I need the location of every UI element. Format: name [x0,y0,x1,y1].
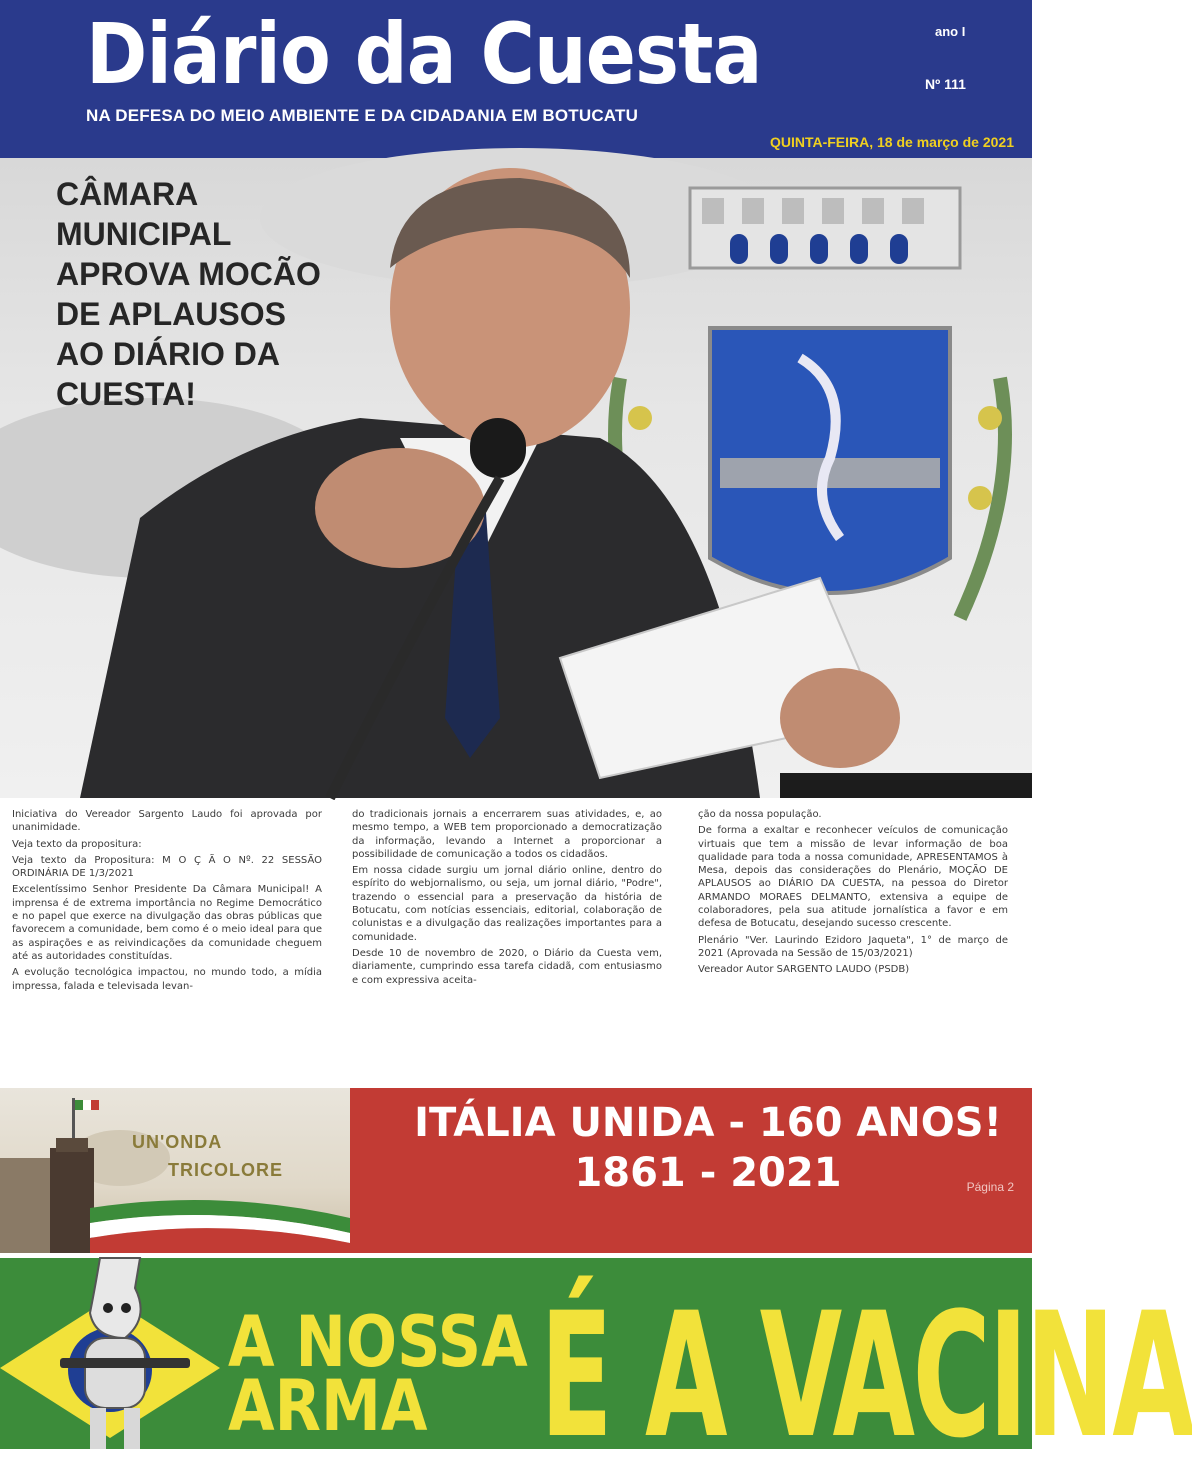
paragraph: A evolução tecnológica impactou, no mundo todo, a mídia impressa, falada e televisada levan- [12,967,322,992]
article-column-1 [12,808,322,996]
paragraph: Desde 10 de novembro de 2020, o Diário da Cuesta vem, diariamente, cumprindo essa tarefa cidadã, com entusiasmo e com expressiva aceita- [352,947,662,986]
headline-line: DE APLAUSOS [56,296,286,332]
vaccine-line-1: A NOSSA [228,1301,528,1383]
paragraph: Veja texto da Propositura: M O Ç Ã O Nº. 22 SESSÃO ORDINÁRIA DE 1/3/2021 [12,854,322,880]
italy-years-line: 1861 - 2021 [574,1150,842,1196]
headline-line: APROVA MOCÃO [56,256,321,292]
paragraph: Em nossa cidade surgiu um jornal diário online, dentro do espírito do webjornalismo, ou seja, um jornal diário, "Podre", trazendo o essencial para a preservação da história de Botucatu, com notícias essenciais, editorial, colaboração de colunistas e a divulgação das realizações importantes para a comunidade. [352,865,662,943]
newspaper-title: Diário da Cuesta [86,5,762,103]
headline-line: CÂMARA [56,176,199,212]
vaccine-line-2: ARMA [228,1365,428,1447]
headline-line: MUNICIPAL [56,216,232,252]
article-column-3 [698,808,1008,980]
paragraph: Iniciativa do Vereador Sargento Laudo foi aprovada por unanimidade. [12,809,322,834]
paragraph: Plenário "Ver. Laurindo Ezidoro Jaqueta", 1° de março de 2021 (Aprovada na Sessão de 15/03/2021) [698,934,1008,959]
italy-banner[interactable] [0,1088,1032,1253]
article-column-2 [352,808,662,990]
vaccine-slogan-small [228,1301,528,1447]
vaccine-banner [0,1258,1192,1476]
issue-number: Nº 111 [925,76,966,92]
paragraph: Vereador Autor SARGENTO LAUDO (PSDB) [698,964,910,976]
newspaper-tagline: NA DEFESA DO MEIO AMBIENTE E DA CIDADANIA EM BOTUCATU [86,106,639,125]
italy-headline [384,1098,1032,1198]
article-body [0,800,1032,1082]
italy-banner-image [0,1088,350,1253]
issue-date: QUINTA-FEIRA, 18 de março de 2021 [769,134,1014,150]
unonda-line: UN'ONDA [132,1132,223,1152]
paragraph: Veja texto da propositura: [12,838,142,850]
paragraph: Excelentíssimo Senhor Presidente Da Câmara Municipal! A imprensa é de extrema importância no Regime Democrático e no papel que exerce na divulgação das obras públicas que favorecem a comunidade, bem como é o meio ideal para que as aspirações e as reivindicações da comunidade cheguem até as autoridades constituídas. [12,884,322,962]
issue-year: ano I [935,24,966,39]
headline-line: AO DIÁRIO DA [56,336,280,372]
vaccine-slogan-big: É A VACINA [540,1275,1192,1476]
paragraph: do tradicionais jornais a encerrarem suas atividades, e, ao mesmo tempo, a WEB tem proporcionado a democratização da informação, levando a Internet a proporcionar a possibilidade de comunicação a todos os cidadãos. [352,809,662,860]
masthead [0,0,1032,158]
italy-title-line: ITÁLIA UNIDA - 160 ANOS! [414,1100,1002,1146]
page-reference[interactable]: Página 2 [966,1180,1014,1194]
tricolore-line: TRICOLORE [168,1160,283,1180]
paragraph: ção da nossa população. [698,809,822,820]
main-headline [56,174,376,414]
hero-photo [0,158,1032,798]
headline-line: CUESTA! [56,376,196,412]
unonda-tricolore-text [132,1128,283,1184]
paragraph: De forma a exaltar e reconhecer veículos de comunicação virtuais que tem a missão de levar informação de boa qualidade para toda a nossa comunidade, APRESENTAMOS à Mesa, depois das considerações do Plenário, MOÇÃO DE APLAUSOS ao DIÁRIO DA CUESTA, na pessoa do Diretor ARMANDO MORAES DELMANTO, extensiva a equipe de colaboradores, pela sua atitude jornalística a favor e em defesa de Botucatu, desejando sucesso crescente. [698,825,1008,930]
